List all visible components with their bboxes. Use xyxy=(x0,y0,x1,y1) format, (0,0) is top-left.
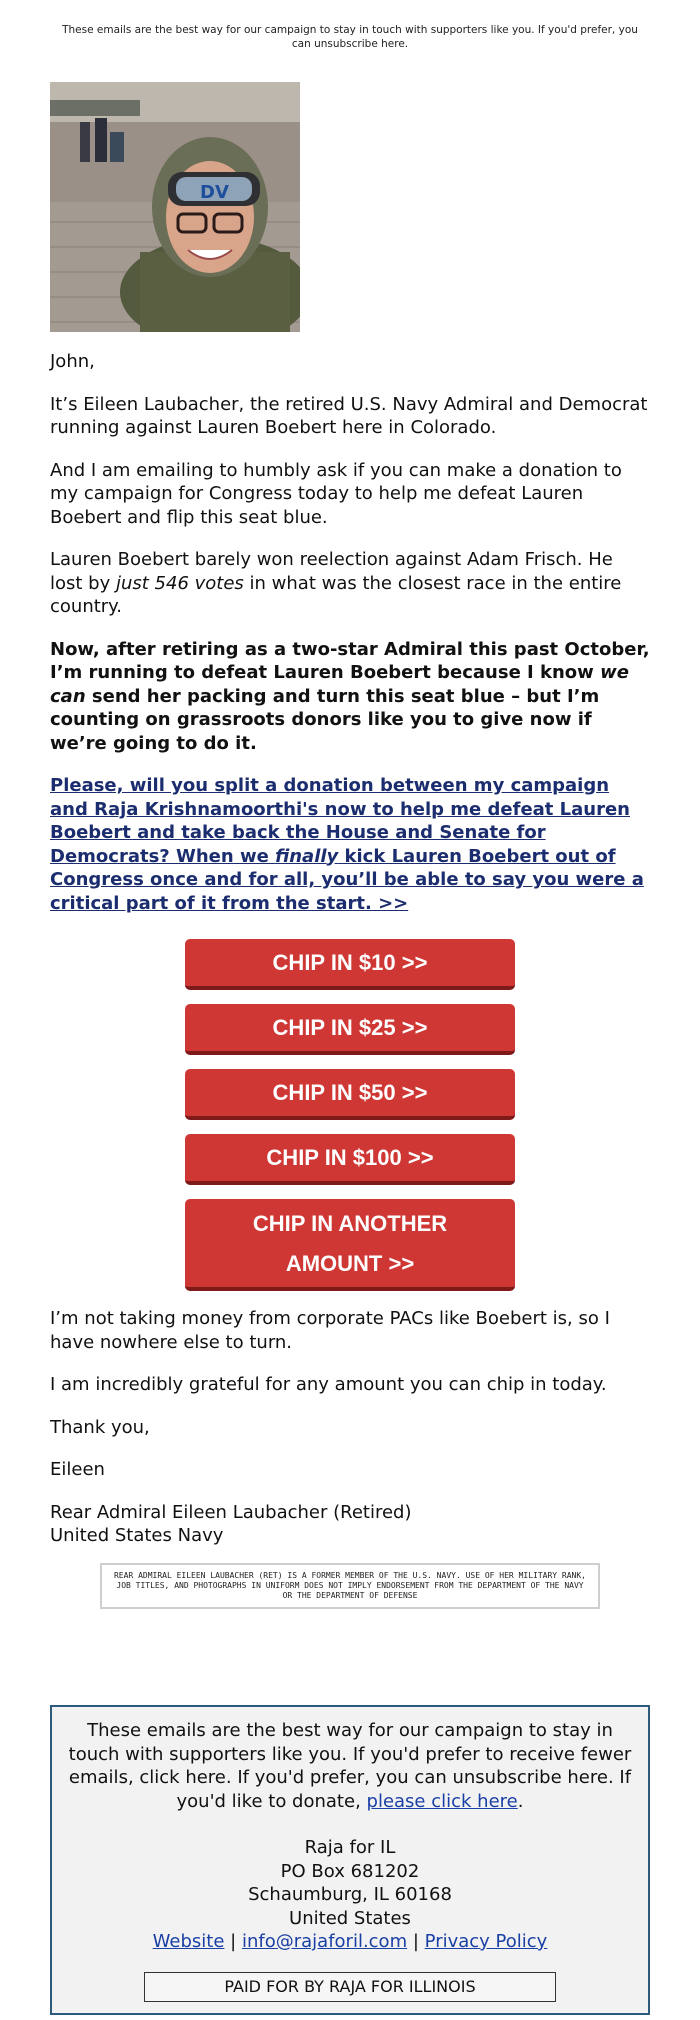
footer-address xyxy=(68,1836,632,1954)
sign-off: Thank you, xyxy=(50,1416,150,1438)
ask-paragraph: And I am emailing to humbly ask if you can make a donation to my campaign for Congress today to help me defeat Lauren Boebert and flip this seat blue. xyxy=(50,459,622,528)
footer-website-link[interactable]: Website xyxy=(152,1931,225,1952)
greeting: John, xyxy=(50,351,95,372)
footer xyxy=(50,1705,650,2015)
footer-separator: | xyxy=(412,1931,419,1952)
military-disclaimer: REAR ADMIRAL EILEEN LAUBACHER (RET) IS A FORMER MEMBER OF THE U.S. NAVY. USE OF HER MILITARY RANK, JOB TITLES, AND PHOTOGRAPHS IN UNIFORM DOES NOT IMPLY ENDORSEMENT FROM THE DEPARTMENT OF THE NAVY OR THE DEPARTMENT OF DEFENSE xyxy=(100,1563,600,1609)
email-body xyxy=(50,350,650,1567)
footer-org: Raja for IL xyxy=(304,1837,396,1858)
donate-link-paragraph[interactable] xyxy=(50,774,650,915)
preheader-text: These emails are the best way for our campaign to stay in touch with supporters like you. If you'd prefer, you can unsubscribe here. xyxy=(62,24,638,50)
footer-email-link[interactable]: info@rajaforil.com xyxy=(241,1931,408,1952)
chip-in-25-button[interactable]: CHIP IN $25 >> xyxy=(185,1004,515,1055)
donation-buttons xyxy=(50,939,650,1291)
chip-in-100-button[interactable]: CHIP IN $100 >> xyxy=(185,1134,515,1185)
footer-privacy-link[interactable]: Privacy Policy xyxy=(424,1931,548,1952)
grateful-paragraph: I am incredibly grateful for any amount you can chip in today. xyxy=(50,1374,607,1395)
donate-link[interactable]: Please, will you split a donation between my campaign and Raja Krishnamoorthi's now to help me defeat Lauren Boebert and take back the House and Senate for Democrats? When we finally kick Lauren Boebert out of Congress once and for all, you’ll be able to say you were a critical part of it from the start. >> xyxy=(50,775,644,914)
paid-for-box: PAID FOR BY RAJA FOR ILLINOIS xyxy=(144,1972,556,2002)
election-paragraph: Lauren Boebert barely won reelection against Adam Frisch. He lost by just 546 votes in what was the closest race in the entire country. xyxy=(50,549,622,617)
footer-notice: These emails are the best way for our campaign to stay in touch with supporters like you. If you'd prefer to receive fewer emails, click here. If you'd prefer, you can unsubscribe here. If you'd like to donate, please click here. xyxy=(68,1720,632,1812)
footer-donate-link[interactable]: please click here xyxy=(366,1790,518,1812)
chip-in-10-button[interactable]: CHIP IN $10 >> xyxy=(185,939,515,990)
no-pac-paragraph: I’m not taking money from corporate PACs like Boebert is, so I have nowhere else to turn. xyxy=(50,1308,610,1353)
footer-po-box: PO Box 681202 xyxy=(280,1860,420,1882)
bold-appeal-paragraph: Now, after retiring as a two-star Admiral this past October, I’m running to defeat Lauren Boebert because I know we can send her packing and turn this seat blue – but I’m counting on grassroots donors like you to give now if we’re going to do it. xyxy=(50,638,650,754)
candidate-photo xyxy=(50,82,300,332)
footer-country: United States xyxy=(289,1907,411,1929)
signature-title: Rear Admiral Eileen Laubacher (Retired) United States Navy xyxy=(50,1501,412,1546)
footer-city: Schaumburg, IL 60168 xyxy=(248,1884,452,1905)
intro-paragraph: It’s Eileen Laubacher, the retired U.S. Navy Admiral and Democrat running against Lauren Boebert here in Colorado. xyxy=(50,393,648,438)
chip-in-other-amount-button[interactable]: CHIP IN ANOTHER AMOUNT >> xyxy=(185,1199,515,1291)
candidate-photo-illustration xyxy=(50,82,300,332)
svg-text:DV: DV xyxy=(200,182,229,203)
chip-in-50-button[interactable]: CHIP IN $50 >> xyxy=(185,1069,515,1120)
footer-separator: | xyxy=(230,1931,237,1952)
signature-name: Eileen xyxy=(50,1459,105,1480)
